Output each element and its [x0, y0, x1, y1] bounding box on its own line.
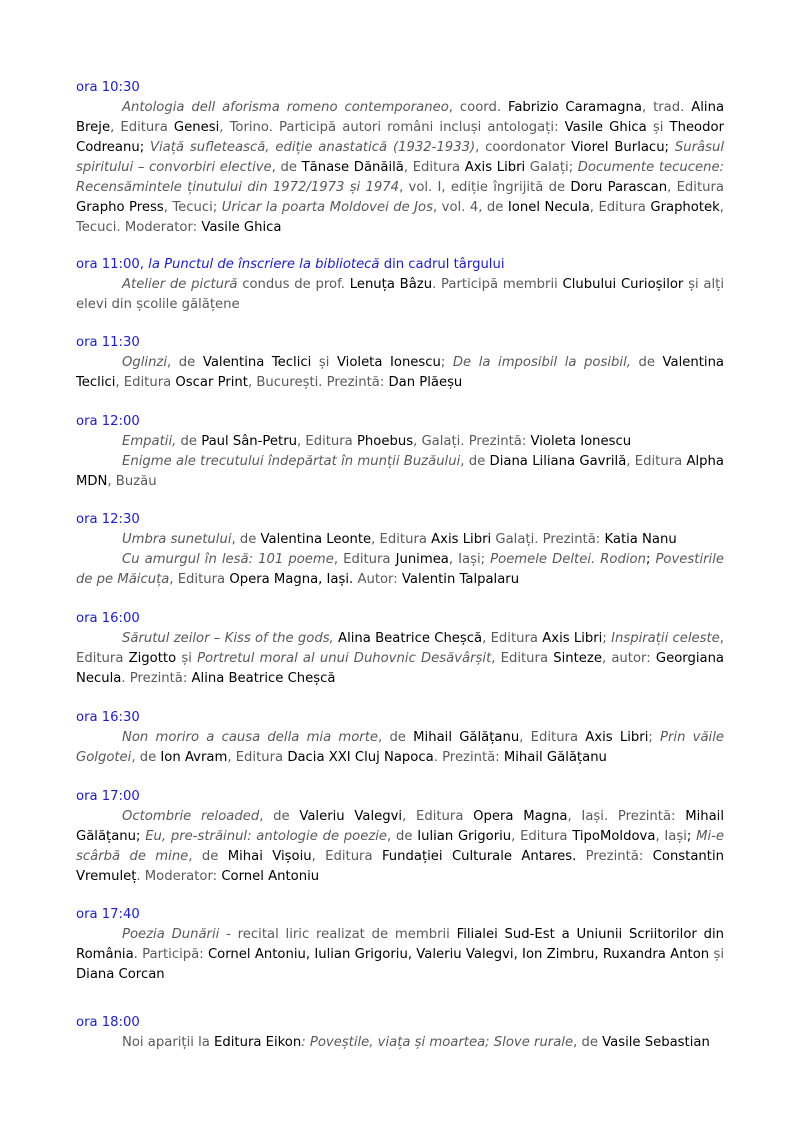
- time-label: ora 16:30: [76, 710, 140, 725]
- text-run: , Buzău: [107, 474, 157, 489]
- entry-paragraph: [76, 925, 724, 985]
- text-run: , de: [378, 730, 414, 745]
- book-title: Povestirile de pe Măicuța: [76, 552, 724, 587]
- text-run: . Participă:: [133, 947, 208, 962]
- entry-body: [76, 432, 724, 492]
- text-run: , Torino. Participă autori români incluși antologați:: [219, 120, 565, 135]
- entry-paragraph: [76, 530, 724, 550]
- text-run: , Editura: [482, 631, 543, 646]
- book-title: Oglinzi: [122, 355, 168, 370]
- book-title: Documente tecucene: Recensămintele ținutului din 1972/1973 și 1974: [76, 160, 724, 195]
- program-entry: [76, 510, 724, 590]
- time-heading: [76, 78, 724, 98]
- text-run: , Editura: [311, 849, 382, 864]
- entry-paragraph: [76, 275, 724, 315]
- program-entry: [76, 412, 724, 492]
- entry-paragraph: [76, 432, 724, 452]
- book-title: Empatii,: [122, 434, 177, 449]
- name-highlight: Filialei Sud-Est a Uniunii Scriitorilor din România: [76, 927, 724, 962]
- name-highlight: Ionel Necula: [507, 200, 590, 215]
- text-run: , Editura: [403, 160, 465, 175]
- name-highlight: Mihail Gălățanu: [413, 730, 520, 745]
- time-heading: [76, 1013, 724, 1033]
- time-location: [140, 257, 505, 272]
- book-title: Octombrie reloaded: [122, 809, 260, 824]
- text-run: condus de prof.: [237, 277, 350, 292]
- text-run: . Participă membrii: [432, 277, 563, 292]
- name-highlight: Valentina Teclici: [202, 355, 312, 370]
- name-highlight: Fundației Culturale Antares.: [381, 849, 577, 864]
- text-run: ;: [648, 730, 661, 745]
- program-entry: [76, 333, 724, 393]
- book-title: Poezia Dunării: [122, 927, 220, 942]
- text-run: . Prezintă:: [121, 671, 192, 686]
- text-run: ;: [440, 355, 453, 370]
- book-title: : Poveștile, viața și moartea; Slove rurale: [301, 1035, 574, 1050]
- time-label: ora 17:00: [76, 789, 140, 804]
- entry-paragraph: [76, 629, 724, 689]
- book-title: Atelier de pictură: [122, 277, 238, 292]
- text-run: , Iași: [655, 829, 687, 844]
- text-run: Prezintă:: [576, 849, 653, 864]
- book-title: Non moriro a causa della mia morte: [122, 730, 379, 745]
- name-highlight: Axis Libri: [431, 532, 492, 547]
- entry-body: [76, 530, 724, 590]
- name-highlight: TipoMoldova: [572, 829, 656, 844]
- name-highlight: Vasile Sebastian: [602, 1035, 710, 1050]
- text-run: , de: [573, 1035, 603, 1050]
- name-highlight: Cornel Antoniu: [221, 869, 320, 884]
- time-label: ora 18:00: [76, 1015, 140, 1030]
- name-highlight: Violeta Ionescu: [530, 434, 632, 449]
- name-highlight: Georgiana Necula: [76, 651, 725, 686]
- name-highlight: Viorel Burlacu;: [571, 140, 669, 155]
- book-title: Viață sufletească, ediție anastatică (1932-1933): [150, 140, 476, 155]
- text-run: și: [176, 651, 198, 666]
- text-run: , vol. I, ediție îngrijită de: [399, 180, 571, 195]
- name-highlight: Valentin Talpalaru: [401, 572, 520, 587]
- text-run: , de: [460, 454, 490, 469]
- text-run: , Editura: [491, 651, 554, 666]
- book-title: Antologia dell aforisma romeno contemporaneo: [122, 100, 449, 115]
- text-run: de: [176, 434, 202, 449]
- name-highlight: Grapho Press: [76, 200, 164, 215]
- time-label: ora 11:30: [76, 335, 140, 350]
- name-highlight: Dacia XXI Cluj Napoca: [287, 750, 434, 765]
- entry-paragraph: [76, 353, 724, 393]
- book-title: Sărutul zeilor – Kiss of the gods,: [122, 631, 334, 646]
- time-label: ora 16:00: [76, 611, 140, 626]
- text-run: și: [646, 120, 670, 135]
- text-run: , Editura: [227, 750, 288, 765]
- name-highlight: Vasile Ghica: [564, 120, 647, 135]
- entry-body: [76, 807, 724, 887]
- text-run: . Prezintă:: [433, 750, 504, 765]
- book-title: Mi-e scârbă de mine: [76, 829, 724, 864]
- name-highlight: Katia Nanu: [604, 532, 677, 547]
- text-run: , Editura: [333, 552, 396, 567]
- text-run: de: [630, 355, 663, 370]
- text-run: , Editura: [519, 730, 586, 745]
- name-highlight: Valentina Leonte: [260, 532, 372, 547]
- entry-paragraph: [76, 550, 724, 590]
- name-highlight: Axis Libri: [464, 160, 526, 175]
- name-highlight: Opera Magna: [473, 809, 568, 824]
- name-highlight: Violeta Ionescu: [336, 355, 441, 370]
- name-highlight: ;: [645, 552, 651, 567]
- name-highlight: Mihail Gălățanu: [503, 750, 607, 765]
- entry-paragraph: [76, 1033, 724, 1053]
- program-entry: [76, 787, 724, 887]
- text-run: Autor:: [353, 572, 402, 587]
- name-highlight: Mihai Vișoiu: [227, 849, 312, 864]
- program-entry: [76, 1013, 724, 1053]
- text-run: , Editura: [511, 829, 573, 844]
- text-run: , Editura: [296, 434, 357, 449]
- name-highlight: Axis Libri: [542, 631, 603, 646]
- entry-body: [76, 629, 724, 689]
- text-run: - recital liric realizat de membrii: [219, 927, 457, 942]
- name-highlight: Ion Avram: [160, 750, 228, 765]
- text-run: , Editura: [371, 532, 432, 547]
- book-title: Enigme ale trecutului îndepărtat în munții Buzăului: [122, 454, 461, 469]
- name-highlight: Junimea: [395, 552, 449, 567]
- text-run: , coord.: [448, 100, 508, 115]
- entry-paragraph: [76, 807, 724, 887]
- time-heading: [76, 708, 724, 728]
- time-heading: [76, 510, 724, 530]
- text-run: , Editura: [589, 200, 651, 215]
- name-highlight: Axis Libri: [585, 730, 649, 745]
- name-highlight: Iulian Grigoriu: [417, 829, 512, 844]
- text-run: ;: [602, 631, 612, 646]
- book-title: Poemele Deltei. Rodion: [490, 552, 646, 567]
- name-highlight: Alina Beatrice Cheșcă: [338, 631, 483, 646]
- name-highlight: Cornel Antoniu, Iulian Grigoriu, Valeriu Valegvi, Ion Zimbru, Ruxandra Anton: [207, 947, 710, 962]
- entry-body: [76, 925, 724, 985]
- text-run: , de: [387, 829, 418, 844]
- book-title: Inspirații celeste: [611, 631, 720, 646]
- entry-paragraph: [76, 98, 724, 238]
- text-run: , Galați. Prezintă:: [413, 434, 531, 449]
- text-run: Noi apariții la: [122, 1035, 215, 1050]
- text-run: , Tecuci. Moderator:: [76, 200, 724, 235]
- book-title: la Punctul de înscriere la bibliotecă: [148, 257, 380, 272]
- name-highlight: Valentina Teclici: [76, 355, 725, 390]
- name-highlight: Mihail Gălățanu;: [76, 809, 725, 844]
- time-heading: [76, 333, 724, 353]
- name-highlight: Dan Plăeșu: [388, 375, 463, 390]
- book-title: De la imposibil la posibil,: [452, 355, 631, 370]
- time-label: ora 17:40: [76, 907, 140, 922]
- text-run: , vol. 4, de: [433, 200, 508, 215]
- name-highlight: Valeriu Valegvi: [299, 809, 403, 824]
- entry-paragraph: [76, 728, 724, 768]
- time-heading: [76, 609, 724, 629]
- name-highlight: Theodor Codreanu;: [76, 120, 724, 155]
- book-title: Portretul moral al unui Duhovnic Desăvârșit: [197, 651, 492, 666]
- book-title: Cu amurgul în lesă: 101 poeme: [122, 552, 334, 567]
- name-highlight: Zigotto: [128, 651, 177, 666]
- entry-paragraph: [76, 452, 724, 492]
- name-highlight: Alina Beatrice Cheșcă: [191, 671, 336, 686]
- text-run: , București. Prezintă:: [247, 375, 389, 390]
- time-label: ora 12:30: [76, 512, 140, 527]
- name-highlight: Lenuța Bâzu: [349, 277, 433, 292]
- name-highlight: Editura Eikon: [214, 1035, 302, 1050]
- text-run: , de: [259, 809, 300, 824]
- name-highlight: Fabrizio Caramagna: [507, 100, 642, 115]
- name-highlight: Opera Magna, Iași.: [229, 572, 354, 587]
- name-highlight: Doru Parascan: [570, 180, 668, 195]
- text-run: , de: [231, 532, 261, 547]
- book-title: Umbra sunetului: [122, 532, 232, 547]
- name-highlight: Diana Corcan: [76, 967, 165, 982]
- text-run: , Editura: [169, 572, 230, 587]
- name-highlight: Vasile Ghica: [201, 220, 282, 235]
- text-run: , Tecuci;: [163, 200, 222, 215]
- entry-body: [76, 353, 724, 393]
- text-run: , Editura: [626, 454, 687, 469]
- program-entry: [76, 255, 724, 315]
- text-run: ,: [139, 257, 149, 272]
- text-run: . Moderator:: [136, 869, 222, 884]
- program-entry: [76, 609, 724, 689]
- text-run: , trad.: [641, 100, 692, 115]
- time-label: ora 11:00: [76, 257, 140, 272]
- name-highlight: Alpha MDN: [76, 454, 724, 489]
- entry-body: [76, 275, 724, 315]
- text-run: , Editura: [110, 120, 174, 135]
- text-run: Galați. Prezintă:: [491, 532, 605, 547]
- book-title: Eu, pre-străinul: antologie de poezie: [145, 829, 388, 844]
- text-run: și alți elevi din școlile gălățene: [76, 277, 724, 312]
- book-title: Surâsul spiritului – convorbiri elective: [76, 140, 724, 175]
- text-run: din cadrul târgului: [379, 257, 505, 272]
- program-entry: [76, 708, 724, 768]
- text-run: , de: [271, 160, 302, 175]
- book-title: Uricar la poarta Moldovei de Jos: [221, 200, 433, 215]
- book-title: Prin văile Golgotei: [76, 730, 725, 765]
- text-run: , Editura: [76, 631, 724, 666]
- text-run: , Editura: [115, 375, 176, 390]
- entry-body: [76, 1033, 724, 1053]
- name-highlight: Diana Liliana Gavrilă: [489, 454, 627, 469]
- text-run: , coordonator: [475, 140, 572, 155]
- time-heading: [76, 412, 724, 432]
- name-highlight: Tănase Dănăilă: [301, 160, 404, 175]
- text-run: , Editura: [667, 180, 724, 195]
- name-highlight: Alina Breje: [76, 100, 725, 135]
- name-highlight: Constantin Vremuleț: [76, 849, 724, 884]
- text-run: , de: [131, 750, 161, 765]
- text-run: , Iași;: [448, 552, 491, 567]
- text-run: , Editura: [402, 809, 474, 824]
- name-highlight: ;: [686, 829, 692, 844]
- text-run: și: [311, 355, 337, 370]
- text-run: Galați;: [525, 160, 578, 175]
- entry-body: [76, 728, 724, 768]
- text-run: , autor:: [601, 651, 656, 666]
- time-label: ora 10:30: [76, 80, 140, 95]
- time-heading: [76, 255, 724, 275]
- text-run: , de: [167, 355, 203, 370]
- program-entry: [76, 78, 724, 238]
- text-run: și: [709, 947, 724, 962]
- time-heading: [76, 905, 724, 925]
- time-label: ora 12:00: [76, 414, 140, 429]
- entry-body: [76, 98, 724, 238]
- name-highlight: Oscar Print: [175, 375, 248, 390]
- name-highlight: Clubului Curioșilor: [562, 277, 684, 292]
- text-run: , de: [188, 849, 228, 864]
- name-highlight: Sinteze: [553, 651, 602, 666]
- name-highlight: Genesi: [173, 120, 220, 135]
- time-heading: [76, 787, 724, 807]
- text-run: , Iași. Prezintă:: [567, 809, 686, 824]
- program-entry: [76, 905, 724, 985]
- name-highlight: Graphotek: [650, 200, 720, 215]
- name-highlight: Paul Sân-Petru: [201, 434, 297, 449]
- name-highlight: Phoebus: [356, 434, 414, 449]
